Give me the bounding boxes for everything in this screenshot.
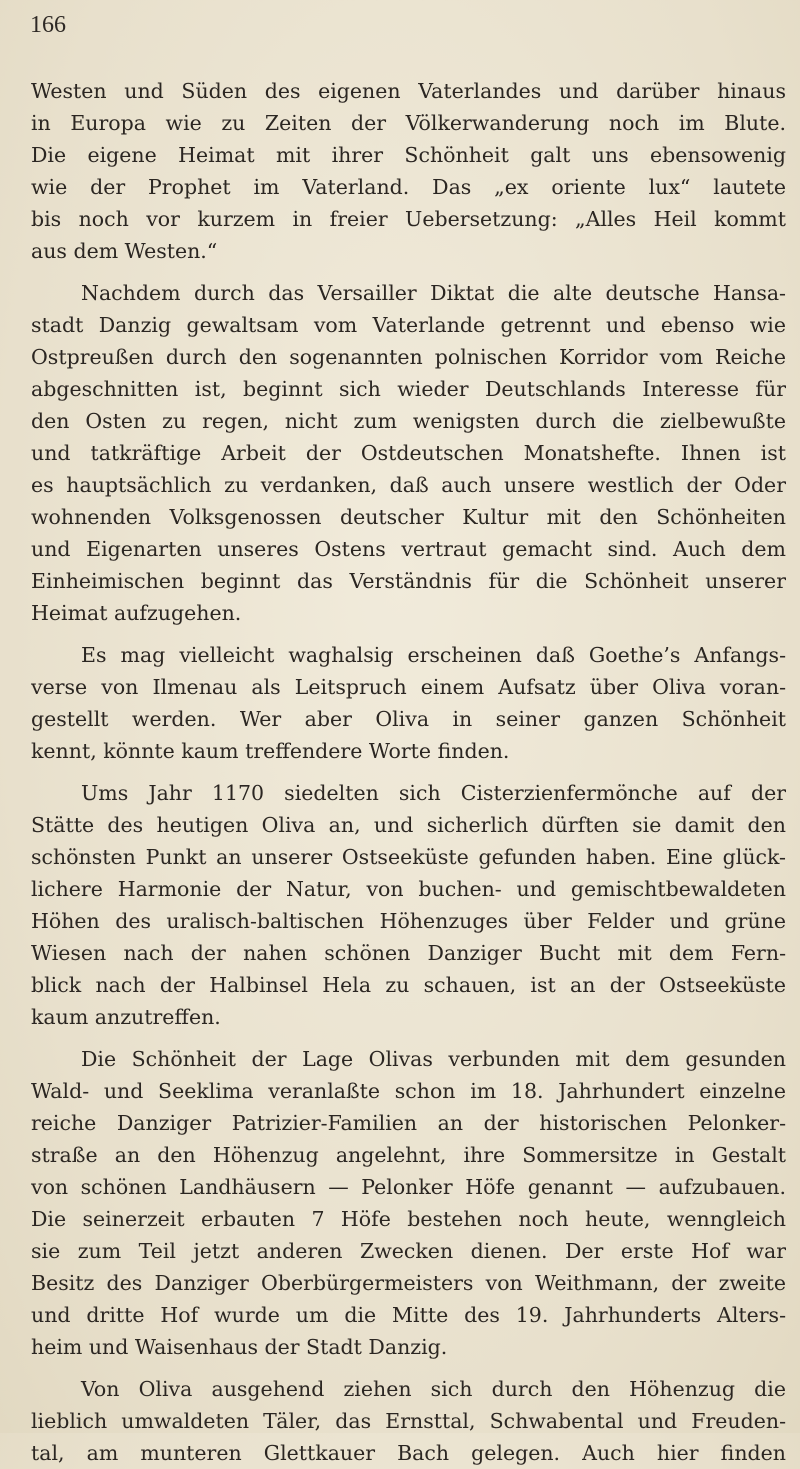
text-line: Die seinerzeit erbauten 7 Höfe bestehen noch heute, wenngleich: [31, 1207, 786, 1231]
text-line: Die eigene Heimat mit ihrer Schönheit galt uns ebensowenig: [31, 143, 786, 167]
paragraph: [31, 277, 786, 629]
text-line: reiche Danziger Patrizier-Familien an der historischen Pelonker-: [31, 1111, 786, 1135]
text-line: wie der Prophet im Vaterland. Das „ex oriente lux“ lautete: [31, 175, 786, 199]
text-line: Heimat aufzugehen.: [31, 601, 242, 625]
text-line: abgeschnitten ist, beginnt sich wieder Deutschlands Interesse für: [31, 377, 786, 401]
text-line: Nachdem durch das Versailler Diktat die alte deutsche Hansa-: [81, 281, 786, 305]
text-line: Westen und Süden des eigenen Vaterlandes und darüber hinaus: [31, 79, 786, 103]
text-line: kennt, könnte kaum treffendere Worte finden.: [31, 739, 510, 763]
text-line: es hauptsächlich zu verdanken, daß auch unsere westlich der Oder: [31, 473, 786, 497]
text-line: Besitz des Danziger Oberbürgermeisters von Weithmann, der zweite: [31, 1271, 786, 1295]
text-line: blick nach der Halbinsel Hela zu schauen, ist an der Ostseeküste: [31, 973, 786, 997]
paragraph: [31, 75, 786, 267]
text-body: [31, 75, 786, 1469]
text-line: Es mag vielleicht waghalsig erscheinen daß Goethe’s Anfangs-: [81, 643, 786, 667]
text-line: sie zum Teil jetzt anderen Zwecken dienen. Der erste Hof war: [31, 1239, 786, 1263]
text-line: schönsten Punkt an unserer Ostseeküste gefunden haben. Eine glück-: [31, 845, 786, 869]
text-line: Stätte des heutigen Oliva an, und sicherlich dürften sie damit den: [31, 813, 786, 837]
text-line: verse von Ilmenau als Leitspruch einem Aufsatz über Oliva voran-: [31, 675, 786, 699]
text-line: stadt Danzig gewaltsam vom Vaterlande getrennt und ebenso wie: [31, 313, 786, 337]
text-line: Von Oliva ausgehend ziehen sich durch den Höhenzug die: [81, 1377, 786, 1401]
text-line: aus dem Westen.“: [31, 239, 218, 263]
text-line: und tatkräftige Arbeit der Ostdeutschen Monatshefte. Ihnen ist: [31, 441, 786, 465]
text-line: Ums Jahr 1170 siedelten sich Cisterzienfermönche auf der: [81, 781, 786, 805]
text-line: Einheimischen beginnt das Verständnis für die Schönheit unserer: [31, 569, 786, 593]
text-line: Wald- und Seeklima veranlaßte schon im 18. Jahrhundert einzelne: [31, 1079, 786, 1103]
text-line: tal, am munteren Glettkauer Bach gelegen. Auch hier finden: [31, 1441, 786, 1465]
text-line: gestellt werden. Wer aber Oliva in seiner ganzen Schönheit: [31, 707, 786, 731]
text-line: Höhen des uralisch-baltischen Höhenzuges über Felder und grüne: [31, 909, 786, 933]
text-line: heim und Waisenhaus der Stadt Danzig.: [31, 1335, 448, 1359]
text-line: in Europa wie zu Zeiten der Völkerwanderung noch im Blute.: [31, 111, 786, 135]
text-line: lichere Harmonie der Natur, von buchen- und gemischtbewaldeten: [31, 877, 786, 901]
text-line: Wiesen nach der nahen schönen Danziger Bucht mit dem Fern-: [31, 941, 786, 965]
text-line: wohnenden Volksgenossen deutscher Kultur mit den Schönheiten: [31, 505, 786, 529]
text-line: kaum anzutreffen.: [31, 1005, 221, 1029]
paragraph: [31, 1043, 786, 1363]
text-line: und Eigenarten unseres Ostens vertraut gemacht sind. Auch dem: [31, 537, 786, 561]
text-line: straße an den Höhenzug angelehnt, ihre Sommersitze in Gestalt: [31, 1143, 786, 1167]
text-line: den Osten zu regen, nicht zum wenigsten durch die zielbewußte: [31, 409, 786, 433]
paragraph: [31, 1373, 786, 1469]
page-number: 166: [30, 12, 66, 38]
text-line: von schönen Landhäusern — Pelonker Höfe genannt — aufzubauen.: [31, 1175, 786, 1199]
text-line: Ostpreußen durch den sogenannten polnischen Korridor vom Reiche: [31, 345, 786, 369]
paragraph: [31, 777, 786, 1033]
text-line: und dritte Hof wurde um die Mitte des 19. Jahrhunderts Alters-: [31, 1303, 786, 1327]
text-line: lieblich umwaldeten Täler, das Ernsttal, Schwabental und Freuden-: [31, 1409, 786, 1433]
text-line: Die Schönheit der Lage Olivas verbunden mit dem gesunden: [81, 1047, 786, 1071]
paragraph: [31, 639, 786, 767]
text-line: bis noch vor kurzem in freier Uebersetzung: „Alles Heil kommt: [31, 207, 786, 231]
